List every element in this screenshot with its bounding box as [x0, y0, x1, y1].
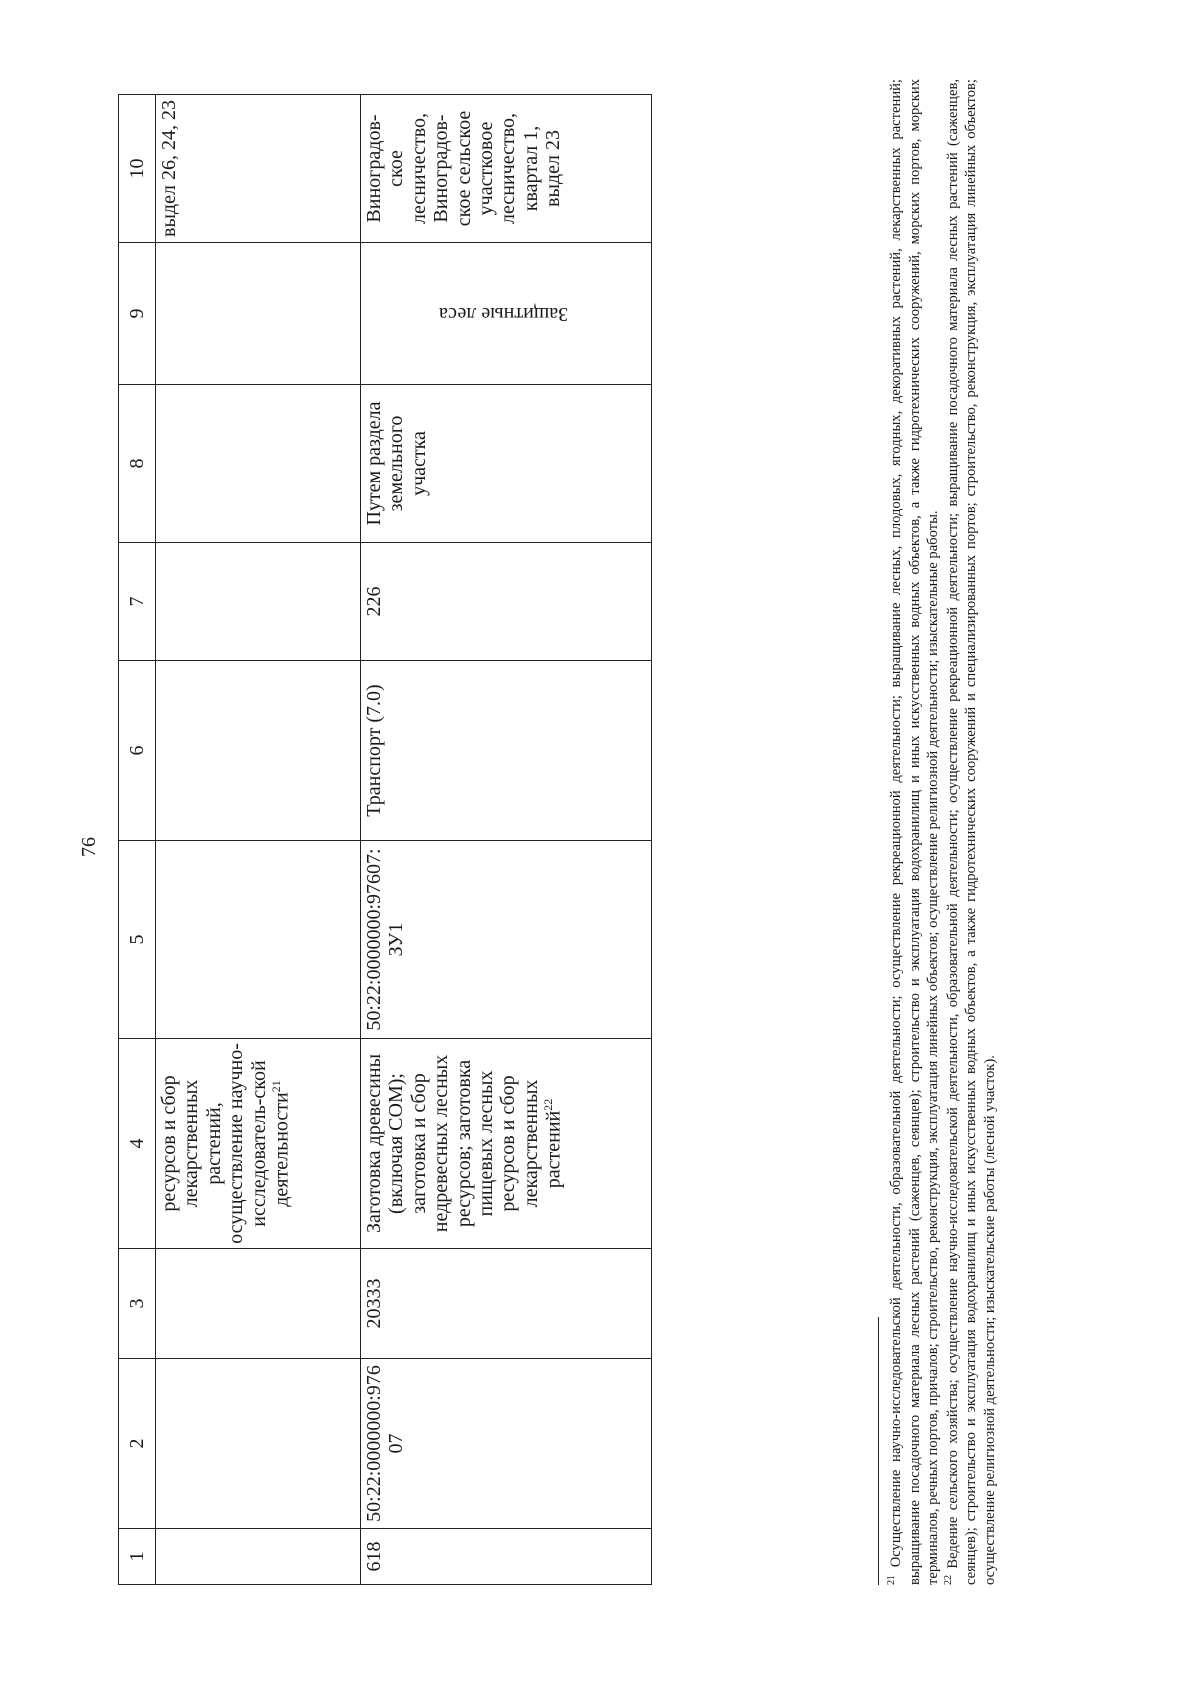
land-plots-table [118, 94, 652, 1585]
header-col-3: 3 [119, 1249, 156, 1359]
footnote-text: Осуществление научно-исследовательской деятельности, образовательной деятельности; осуществление рекреационной деятельности; выращивание лесных, плодовых, ягодных, декоративных растений, лекарственных растений; выращивание посадочного материала лесных растений (саженцев, сеянцев); строительство и эксплуатация водохранилищ и иных искусственных водных объектов, а также гидротехнических сооружений, морских портов, морских терминалов, речных портов, причалов; строительство, реконструкция, эксплуатация линейных объектов; осуществление религиозной деятельности; изыскательные работы. [887, 79, 942, 1585]
footnote-separator [878, 1317, 879, 1585]
footnotes [886, 79, 1000, 1585]
cell-empty [156, 243, 361, 385]
footnote-text: Ведение сельского хозяйства; осуществление научно-исследовательской деятельности, образовательной деятельности; осуществление рекреационной деятельности; выращивание посадочного материала лесных растений (саженцев, сеянцев); строительство и эксплуатация водохранилищ и иных искусственных водных объектов, а также гидротехнических сооружений и специализированных портов; строительство, реконструкция, эксплуатация линейных объектов; осуществление религиозной деятельности; изыскательские работы (лесной участок). [944, 79, 999, 1585]
header-col-10: 10 [119, 95, 156, 243]
header-col-6: 6 [119, 661, 156, 841]
cell-new-area: 226 [361, 543, 652, 661]
cell-location: выдел 26, 24, 23 [156, 95, 361, 243]
cell-empty [156, 385, 361, 543]
header-row [119, 95, 156, 1585]
header-col-7: 7 [119, 543, 156, 661]
header-col-5: 5 [119, 841, 156, 1039]
cell-empty [156, 543, 361, 661]
cell-use-category: Транспорт (7.0) [361, 661, 652, 841]
cell-forest-category [361, 243, 652, 385]
cell-empty [156, 841, 361, 1039]
cell-text: Заготовка древесины (включая СОМ); заготовка и сбор недревесных лесных ресурсов; заготовка пищевых лесных ресурсов и сбор лекарственных растений [363, 1053, 565, 1234]
footnote-ref: 22 [541, 1098, 556, 1111]
cell-new-plot-number: 50:22:0000000:97607:ЗУ1 [361, 841, 652, 1039]
table-row [361, 95, 652, 1585]
cell-formation-method: Путем раздела земельного участка [361, 385, 652, 543]
header-col-2: 2 [119, 1359, 156, 1529]
header-col-4: 4 [119, 1039, 156, 1249]
cell-cadastral-number: 50:22:0000000:97607 [361, 1359, 652, 1529]
cell-empty [156, 661, 361, 841]
table-row-continuation [156, 95, 361, 1585]
footnote-number: 21 [886, 1575, 897, 1585]
forest-category-text: Защитные леса [438, 302, 568, 325]
footnote-22 [943, 79, 1000, 1585]
cell-text: ресурсов и сбор лекарственных растений, осуществление научно-исследователь-ской деятельности [158, 1043, 293, 1244]
cell-row-number: 618 [361, 1529, 652, 1585]
cell-empty [156, 1359, 361, 1529]
header-col-1: 1 [119, 1529, 156, 1585]
footnote-ref: 21 [268, 1080, 283, 1093]
cell-empty [156, 1529, 361, 1585]
cell-permitted-use [361, 1039, 652, 1249]
cell-empty [156, 1249, 361, 1359]
footnote-number: 22 [942, 1575, 954, 1585]
cell-permitted-use [156, 1039, 361, 1249]
cell-area: 20333 [361, 1249, 652, 1359]
page-number: 76 [78, 837, 100, 857]
footnote-21 [886, 79, 943, 1585]
cell-location: Виноградов-ское лесничество, Виноградов-ское сельское участковое лесничество, квартал 1, выдел 23 [361, 95, 652, 243]
header-col-9: 9 [119, 243, 156, 385]
header-col-8: 8 [119, 385, 156, 543]
